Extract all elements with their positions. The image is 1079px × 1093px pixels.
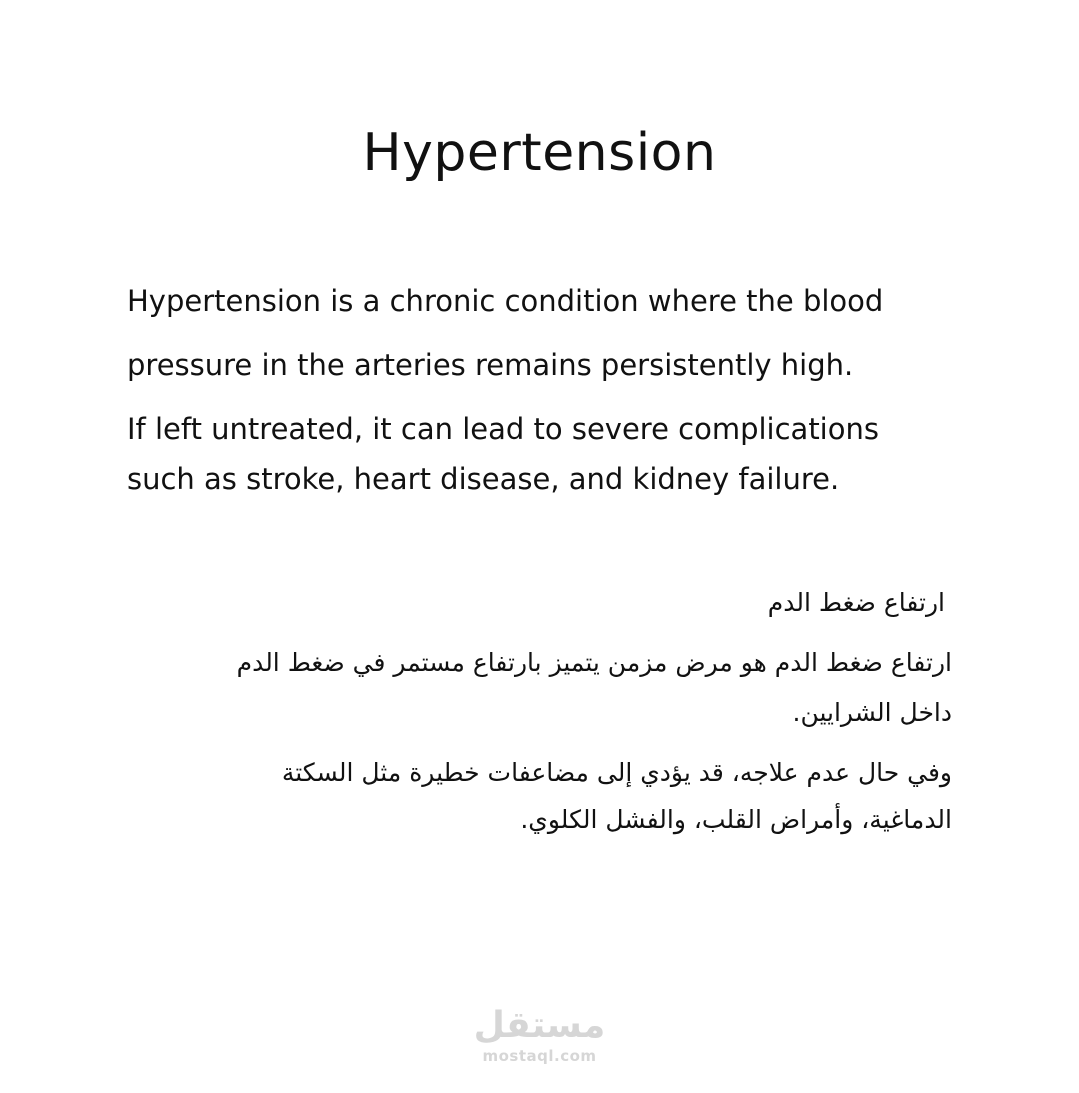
english-line-3: If left untreated, it can lead to severe complications	[127, 412, 879, 446]
arabic-heading: ارتفاع ضغط الدم	[767, 588, 945, 617]
mostaql-watermark	[0, 1006, 1079, 1066]
arabic-line-4: الدماغية، وأمراض القلب، والفشل الكلوي.	[520, 805, 952, 834]
mostaql-logo: مستقل	[473, 1005, 606, 1046]
english-line-2: pressure in the arteries remains persistently high.	[127, 348, 854, 382]
mostaql-url: mostaql.com	[482, 1047, 597, 1065]
arabic-line-1: ارتفاع ضغط الدم هو مرض مزمن يتميز بارتفاع مستمر في ضغط الدم	[236, 648, 952, 677]
english-line-1: Hypertension is a chronic condition where the blood	[127, 284, 884, 318]
arabic-line-2: داخل الشرايين.	[792, 698, 952, 727]
page-title: Hypertension	[362, 123, 717, 183]
english-line-4: such as stroke, heart disease, and kidney failure.	[127, 462, 840, 496]
arabic-line-3: وفي حال عدم علاجه، قد يؤدي إلى مضاعفات خطيرة مثل السكتة	[281, 758, 952, 787]
